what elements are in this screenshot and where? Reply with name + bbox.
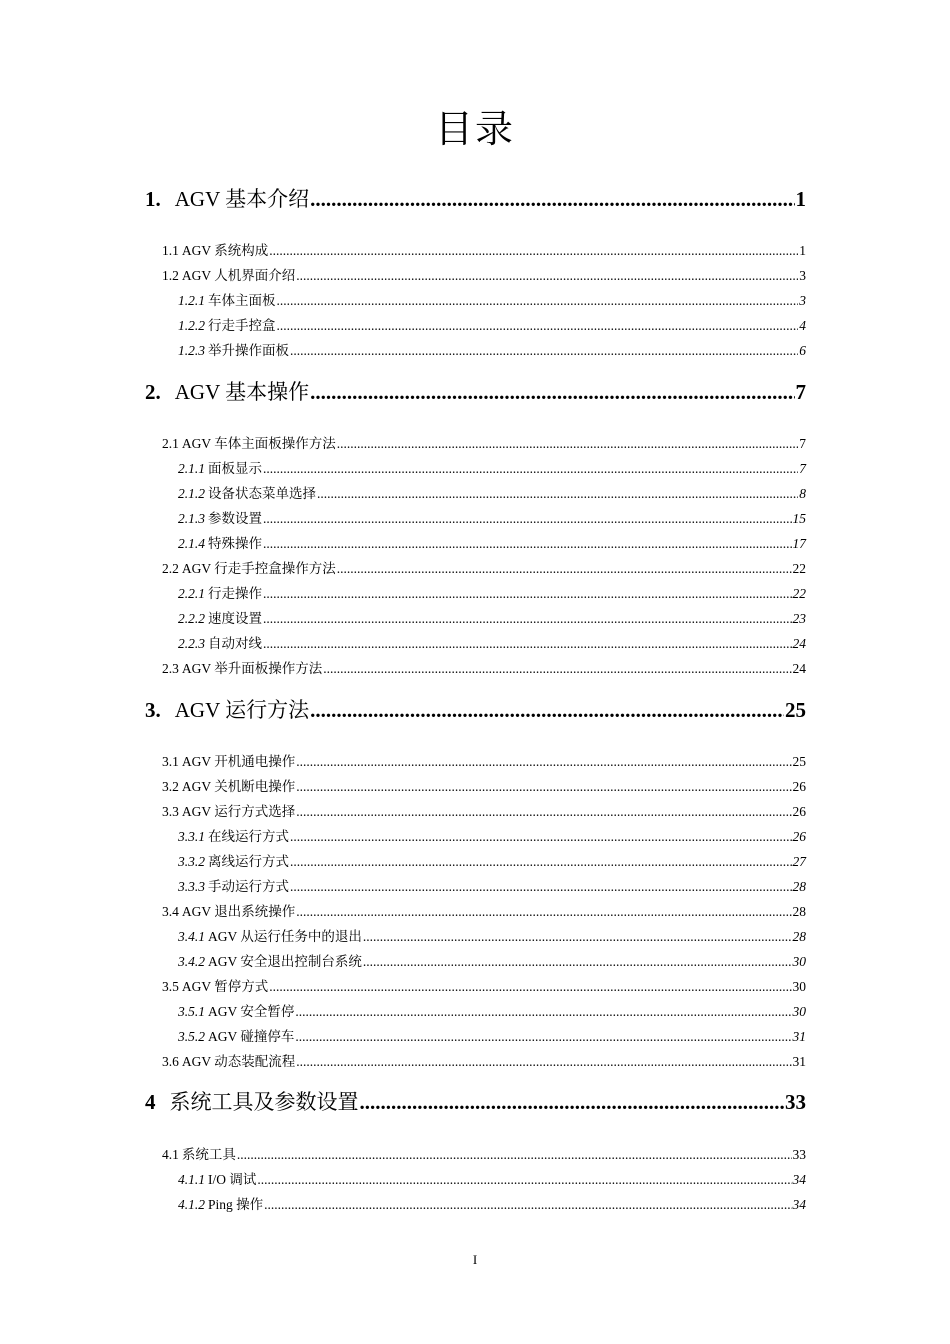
toc-entry-label [162,239,268,259]
toc-entry-level-3[interactable] [178,482,806,502]
toc-entry-level-3[interactable] [178,1193,806,1213]
toc-entry-level-3[interactable] [178,532,806,552]
toc-entry-page: 6 [799,343,806,358]
toc-entry-level-3[interactable] [178,457,806,477]
toc-entry-page: 22 [792,586,806,601]
toc-entry-number: 3.3.1 [178,829,205,844]
toc-entry-level-1[interactable] [145,183,806,213]
toc-entry-page: 30 [792,1004,806,1019]
toc-entry-number: 2.1.3 [178,511,205,526]
toc-entry-label [162,775,295,795]
toc-entry-level-3[interactable] [178,1000,806,1020]
toc-entry-text: AGV 从运行任务中的退出 [208,929,362,944]
toc-leader-dots [296,268,798,284]
toc-entry-number: 4.1.2 [178,1197,205,1212]
toc-entry-label [162,900,295,920]
toc-entry-label [162,657,322,677]
toc-entry-label [178,925,362,945]
toc-leader-dots [263,536,792,552]
toc-entry-text: 速度设置 [208,611,262,626]
toc-entry-label [178,607,262,627]
toc-entry-label [178,632,262,652]
toc-entry-level-2[interactable] [162,900,806,920]
toc-entry-text: 设备状态菜单选择 [208,486,316,501]
toc-leader-dots [263,511,792,527]
toc-entry-text: 系统工具及参数设置 [169,1090,359,1114]
toc-leader-dots [269,243,798,259]
toc-entry-text: AGV 安全暂停 [208,1004,295,1019]
toc-entry-text: 自动对线 [208,636,262,651]
toc-entry-number: 3.4.1 [178,929,205,944]
toc-entry-page: 26 [792,779,806,794]
toc-entry-text: AGV 举升面板操作方法 [181,661,323,676]
toc-entry-page: 7 [799,461,806,476]
toc-entry-level-2[interactable] [162,750,806,770]
toc-entry-number: 3.6 [162,1054,179,1069]
toc-entry-level-1[interactable] [145,376,806,406]
toc-leader-dots [310,698,784,723]
toc-leader-dots [296,1054,791,1070]
toc-entry-number: 2.1.2 [178,486,205,501]
toc-leader-dots [263,586,792,602]
toc-entry-page: 1 [799,243,806,258]
toc-leader-dots [290,879,792,895]
toc-leader-dots [263,636,792,652]
toc-entry-level-3[interactable] [178,607,806,627]
toc-entry-level-2[interactable] [162,800,806,820]
toc-entry-level-1[interactable] [145,1086,806,1116]
toc-entry-page: 7 [795,380,806,404]
toc-entry-number: 2.3 [162,661,179,676]
toc-leader-dots [296,779,791,795]
toc-entry-page: 27 [792,854,806,869]
toc-entry-page: 31 [792,1029,806,1044]
toc-entry-level-2[interactable] [162,775,806,795]
toc-entry-text: AGV 运行方式选择 [181,804,296,819]
toc-entry-label [162,432,336,452]
toc-leader-dots [277,318,799,334]
toc-leader-dots [263,611,792,627]
toc-leader-dots [257,1172,791,1188]
toc-entry-level-2[interactable] [162,432,806,452]
toc-leader-dots [296,804,791,820]
toc-leader-dots [296,754,791,770]
toc-entry-number: 2.2.1 [178,586,205,601]
toc-entry-page: 28 [792,879,806,894]
toc-entry-text: 在线运行方式 [208,829,289,844]
toc-entry-page: 31 [792,1054,806,1069]
toc-entry-level-3[interactable] [178,850,806,870]
toc-entry-page: 26 [792,829,806,844]
toc-entry-page: 3 [799,293,806,308]
toc-entry-text: 手动运行方式 [208,879,289,894]
toc-entry-number: 3.1 [162,754,179,769]
toc-entry-level-2[interactable] [162,1050,806,1070]
toc-entry-page: 30 [792,954,806,969]
toc-leader-dots [337,561,792,577]
toc-entry-text: AGV 退出系统操作 [181,904,296,919]
toc-entry-level-3[interactable] [178,875,806,895]
toc-entry-number: 3. [145,698,161,722]
toc-entry-text: 行走手控盒 [208,318,276,333]
toc-entry-page: 26 [792,804,806,819]
toc-leader-dots [360,1090,785,1115]
toc-entry-number: 2.1.1 [178,461,205,476]
toc-entry-text: AGV 行走手控盒操作方法 [181,561,336,576]
toc-entry-page: 23 [792,611,806,626]
toc-entry-text: 行走操作 [208,586,262,601]
toc-entry-page: 17 [792,536,806,551]
toc-entry-page: 15 [792,511,806,526]
toc-entry-number: 2.2.2 [178,611,205,626]
toc-entry-label [162,1143,236,1163]
toc-entry-label [162,557,336,577]
toc-entry-text: 系统工具 [181,1147,236,1162]
toc-entry-text: AGV 碰撞停车 [208,1029,295,1044]
toc-entry-text: AGV 基本介绍 [174,187,310,211]
toc-leader-dots [290,343,798,359]
toc-entry-label [162,1050,295,1070]
toc-entry-number: 3.5.2 [178,1029,205,1044]
toc-entry-label [162,264,295,284]
toc-leader-dots [264,1197,791,1213]
toc-entry-text: 举升操作面板 [208,343,289,358]
toc-entry-page: 25 [785,698,806,722]
toc-entry-label [145,1086,359,1116]
toc-entry-text: 车体主面板 [208,293,276,308]
toc-entry-label [178,314,276,334]
toc-leader-dots [337,436,798,452]
toc-entry-page: 8 [799,486,806,501]
toc-entry-label [178,289,276,309]
toc-entry-level-3[interactable] [178,339,806,359]
toc-entry-label [178,507,262,527]
toc-entry-number: 2.1.4 [178,536,205,551]
toc-entry-level-3[interactable] [178,289,806,309]
toc-entry-number: 1.2.1 [178,293,205,308]
toc-entry-label [178,339,289,359]
toc-entry-page: 34 [792,1197,806,1212]
toc-entry-number: 3.3 [162,804,179,819]
toc-entry-text: I/O 调试 [208,1172,257,1187]
toc-entry-level-3[interactable] [178,507,806,527]
toc-entry-level-3[interactable] [178,632,806,652]
toc-entry-text: 离线运行方式 [208,854,289,869]
toc-entry-number: 3.5.1 [178,1004,205,1019]
toc-leader-dots [277,293,799,309]
toc-leader-dots [290,854,792,870]
toc-entry-number: 2.2.3 [178,636,205,651]
toc-entry-label [178,1193,263,1213]
toc-entry-page: 24 [792,661,806,676]
toc-entry-number: 4 [145,1090,156,1114]
toc-entry-label [162,800,295,820]
toc-entry-number: 1.2.3 [178,343,205,358]
toc-entry-page: 28 [792,904,806,919]
toc-entry-number: 3.3.3 [178,879,205,894]
toc-entry-text: Ping 操作 [208,1197,264,1212]
toc-entry-label [178,850,289,870]
toc-entry-level-2[interactable] [162,1143,806,1163]
toc-entry-text: 面板显示 [208,461,262,476]
toc-entry-number: 3.5 [162,979,179,994]
toc-entry-number: 3.4 [162,904,179,919]
toc-entry-text: 参数设置 [208,511,262,526]
toc-entry-label [178,875,289,895]
toc-entry-text: AGV 车体主面板操作方法 [181,436,336,451]
toc-entry-label [178,1168,256,1188]
toc-leader-dots [295,1029,791,1045]
toc-leader-dots [363,929,792,945]
toc-entry-level-2[interactable] [162,657,806,677]
toc-entry-text: AGV 安全退出控制台系统 [208,954,362,969]
page-number-footer: I [472,1252,478,1267]
toc-entry-label [162,750,295,770]
toc-entry-page: 3 [799,268,806,283]
toc-leader-dots [310,380,794,405]
toc-entry-page: 24 [792,636,806,651]
toc-entry-label [162,975,268,995]
toc-entry-level-3[interactable] [178,314,806,334]
toc-entry-page: 7 [799,436,806,451]
toc-entry-label [178,582,262,602]
toc-leader-dots [290,829,792,845]
toc-entry-label [178,457,262,477]
toc-entry-label [178,1000,294,1020]
toc-entry-number: 3.3.2 [178,854,205,869]
toc-entry-text: AGV 运行方法 [174,698,310,722]
toc-entry-number: 2.2 [162,561,179,576]
toc-entry-number: 3.2 [162,779,179,794]
toc-entry-text: AGV 动态装配流程 [181,1054,296,1069]
toc-entry-page: 33 [785,1090,806,1114]
toc-entry-level-3[interactable] [178,1025,806,1045]
toc-leader-dots [237,1147,792,1163]
toc-entry-text: AGV 暂停方式 [181,979,269,994]
toc-entry-level-3[interactable] [178,825,806,845]
toc-entry-page: 22 [792,561,806,576]
toc-leader-dots [317,486,798,502]
toc-entry-level-2[interactable] [162,557,806,577]
toc-entry-page: 1 [795,187,806,211]
toc-entry-level-3[interactable] [178,950,806,970]
toc-leader-dots [323,661,791,677]
toc-entry-page: 28 [792,929,806,944]
toc-leader-dots [263,461,798,477]
toc-leader-dots [363,954,792,970]
toc-entry-label [145,694,309,724]
toc-entry-label [178,950,362,970]
toc-entry-number: 1.1 [162,243,179,258]
toc-leader-dots [310,187,794,212]
toc-entry-page: 4 [799,318,806,333]
toc-entry-page: 30 [792,979,806,994]
toc-entry-page: 25 [792,754,806,769]
toc-entry-page: 33 [792,1147,806,1162]
toc-entry-number: 2. [145,380,161,404]
toc-entry-level-3[interactable] [178,1168,806,1188]
toc-leader-dots [295,1004,791,1020]
toc-entry-number: 1.2 [162,268,179,283]
toc-entry-label [178,532,262,552]
toc-entry-number: 4.1.1 [178,1172,205,1187]
toc-entry-level-3[interactable] [178,582,806,602]
page-title: 目录 [434,109,515,151]
toc-leader-dots [296,904,791,920]
toc-entry-number: 3.4.2 [178,954,205,969]
toc-entry-text: AGV 开机通电操作 [181,754,296,769]
toc-leader-dots [269,979,791,995]
toc-entry-label [178,482,316,502]
toc-entry-label [178,825,289,845]
toc-entry-number: 1.2.2 [178,318,205,333]
toc-entry-number: 2.1 [162,436,179,451]
toc-entry-level-3[interactable] [178,925,806,945]
toc-entry-number: 4.1 [162,1147,179,1162]
toc-entry-label [145,183,309,213]
toc-entry-number: 1. [145,187,161,211]
toc-entry-label [178,1025,294,1045]
toc-entry-text: 特殊操作 [208,536,262,551]
toc-entry-text: AGV 基本操作 [174,380,310,404]
toc-entry-level-2[interactable] [162,264,806,284]
toc-entry-level-2[interactable] [162,975,806,995]
toc-entry-level-2[interactable] [162,239,806,259]
toc-entry-page: 34 [792,1172,806,1187]
toc-entry-text: AGV 关机断电操作 [181,779,296,794]
toc-entry-label [145,376,309,406]
toc-entry-level-1[interactable] [145,694,806,724]
toc-entry-text: AGV 系统构成 [181,243,269,258]
toc-entry-text: AGV 人机界面介绍 [181,268,296,283]
